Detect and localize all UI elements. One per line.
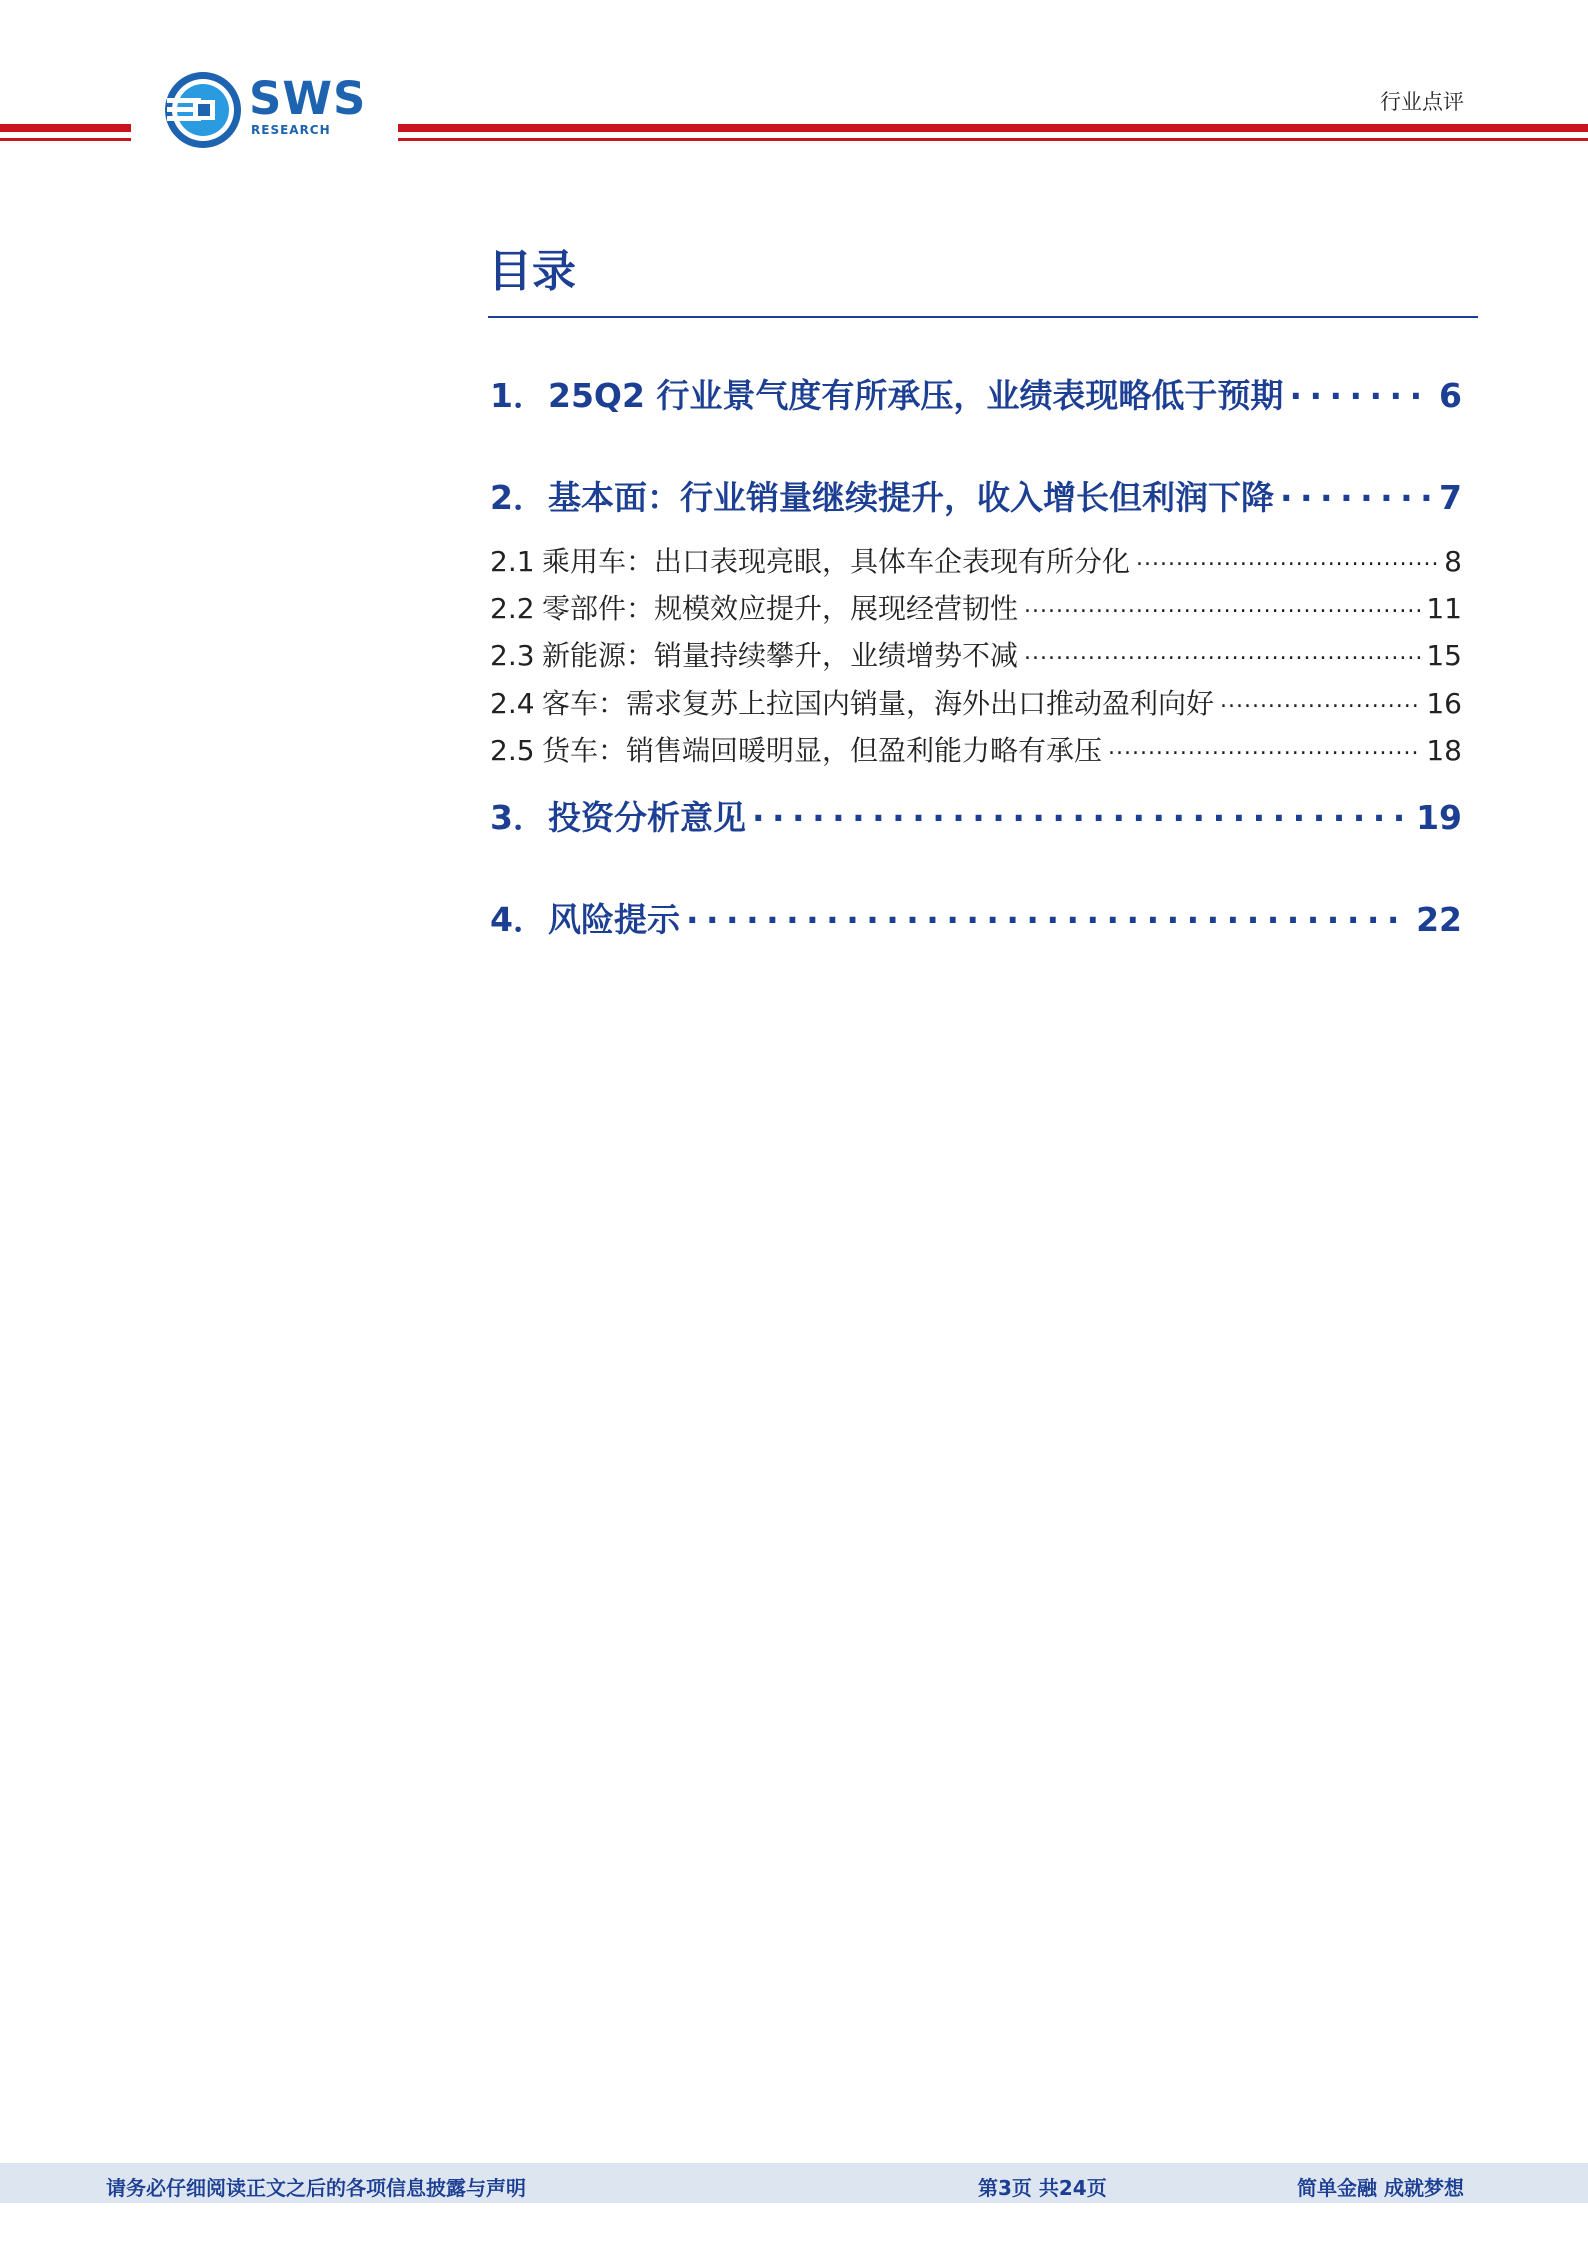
toc-dot-leader [1024, 590, 1420, 618]
toc-entry-page: 11 [1426, 592, 1462, 625]
toc-entry-label: 乘用车：出口表现亮眼，具体车企表现有所分化 [542, 545, 1131, 578]
toc-entry-page: 7 [1439, 478, 1462, 517]
toc-title: 目录 [488, 246, 576, 297]
toc-entry-page: 6 [1439, 376, 1462, 415]
toc-entry-number: 2.4 [490, 687, 535, 720]
toc-entry[interactable] [490, 682, 1462, 722]
toc-entry-number: 4． [490, 900, 546, 939]
toc-entry-page: 15 [1426, 639, 1462, 672]
toc-entry-number: 2． [490, 478, 546, 517]
toc-entry-number: 2.1 [490, 545, 535, 578]
toc-entry[interactable] [490, 729, 1462, 769]
toc-entry-label: 25Q2 行业景气度有所承压，业绩表现略低于预期 [548, 376, 1284, 415]
toc-title-divider [488, 316, 1478, 318]
toc-entry-number: 3． [490, 798, 546, 837]
toc-entry-label: 客车：需求复苏上拉国内销量，海外出口推动盈利向好 [542, 687, 1215, 720]
toc-entry[interactable] [490, 472, 1462, 519]
sws-logo-icon [163, 70, 243, 150]
toc-dot-leader [686, 898, 1410, 931]
toc-dot-leader [752, 796, 1410, 829]
toc-entry[interactable] [490, 894, 1462, 941]
header-rule-right-thin [398, 138, 1588, 141]
toc-entry-number: 2.2 [490, 592, 535, 625]
toc-entry-label: 零部件：规模效应提升，展现经营韧性 [542, 592, 1019, 625]
page-header [0, 0, 1588, 160]
toc-dot-leader [1220, 685, 1420, 713]
report-type-label: 行业点评 [1380, 90, 1464, 114]
toc-dot-leader [1108, 732, 1420, 760]
toc-dot-leader [1024, 637, 1420, 665]
toc-entry-page: 18 [1426, 734, 1462, 767]
toc-entry-number: 1． [490, 376, 546, 415]
sws-logo [163, 70, 373, 150]
toc-dot-leader [1280, 476, 1433, 509]
toc-entry-number: 2.3 [490, 639, 535, 672]
footer-disclaimer: 请务必仔细阅读正文之后的各项信息披露与声明 [106, 2176, 526, 2200]
logo-subtitle: RESEARCH [251, 123, 331, 137]
toc-entry-page: 8 [1444, 545, 1462, 578]
toc-entry-page: 19 [1416, 798, 1462, 837]
toc-entry[interactable] [490, 634, 1462, 674]
header-rule-left-thick [0, 124, 131, 132]
toc-entry-label: 风险提示 [548, 900, 680, 939]
toc-entry[interactable] [490, 587, 1462, 627]
toc-dot-leader [1136, 543, 1438, 571]
toc-entry-number: 2.5 [490, 734, 535, 767]
toc-entry-page: 16 [1426, 687, 1462, 720]
footer-page-info: 第3页 共24页 [978, 2176, 1107, 2200]
footer-slogan: 简单金融 成就梦想 [1297, 2176, 1464, 2200]
toc-dot-leader [1289, 374, 1433, 407]
toc-entry[interactable] [490, 370, 1462, 417]
toc-entry[interactable] [490, 792, 1462, 839]
toc-entry-page: 22 [1416, 900, 1462, 939]
logo-wordmark: SWS [249, 72, 367, 125]
header-rule-left-thin [0, 138, 131, 141]
toc-entry-label: 新能源：销量持续攀升，业绩增势不减 [542, 639, 1019, 672]
toc-entry-label: 货车：销售端回暖明显，但盈利能力略有承压 [542, 734, 1103, 767]
toc-entry[interactable] [490, 540, 1462, 580]
header-rule-right-thick [398, 124, 1588, 132]
toc-entry-label: 投资分析意见 [548, 798, 746, 837]
toc-entry-label: 基本面：行业销量继续提升，收入增长但利润下降 [548, 478, 1274, 517]
